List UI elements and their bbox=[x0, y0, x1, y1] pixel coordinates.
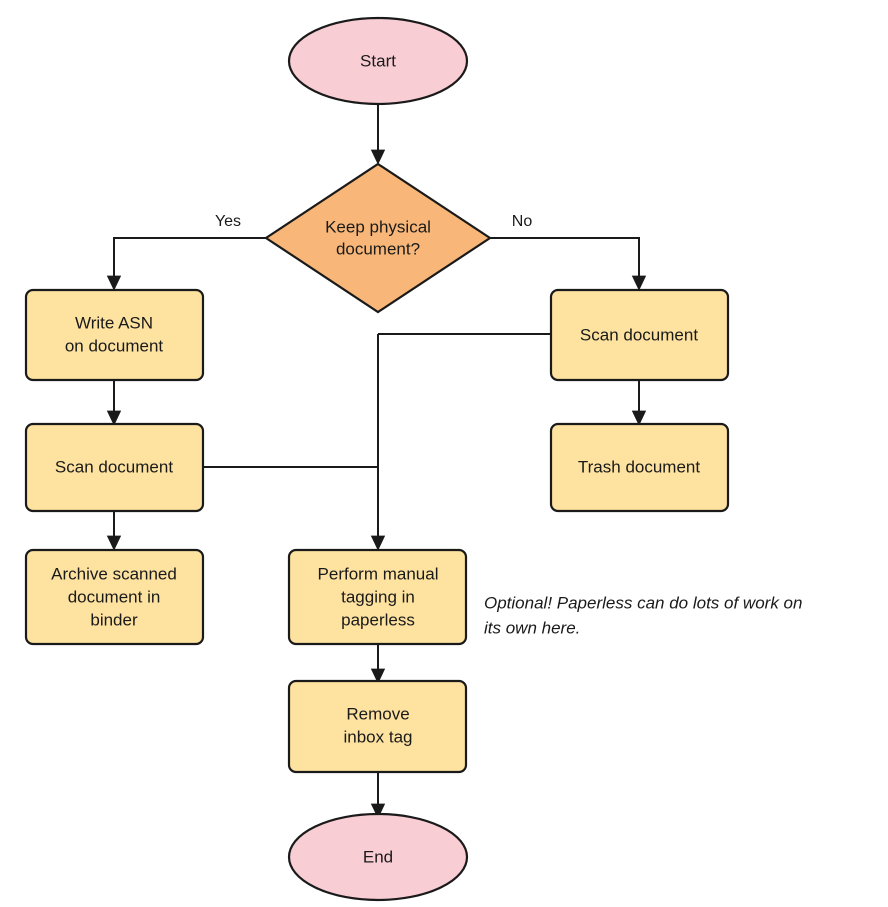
node-write-asn[interactable] bbox=[26, 290, 203, 380]
decision-label-line2: document? bbox=[335, 239, 421, 259]
write-asn-shape bbox=[26, 290, 203, 380]
note-line2: its own here. bbox=[484, 618, 581, 638]
node-decision-keep-physical-document[interactable] bbox=[266, 164, 490, 312]
remove-inbox-label-line1: Remove bbox=[346, 704, 410, 724]
node-archive-scanned-document[interactable] bbox=[26, 550, 203, 644]
tagging-label-line3: paperless bbox=[341, 610, 415, 630]
node-start[interactable] bbox=[289, 18, 467, 104]
trash-document-label: Trash document bbox=[577, 457, 701, 477]
write-asn-label-line1: Write ASN bbox=[74, 313, 154, 333]
write-asn-label-line2: on document bbox=[64, 336, 164, 356]
scan-document-right-label: Scan document bbox=[579, 325, 699, 345]
decision-label-line1: Keep physical bbox=[325, 217, 431, 237]
edge-label-no: No bbox=[511, 213, 533, 231]
archive-label-line3: binder bbox=[90, 610, 138, 630]
edge-label-yes: Yes bbox=[214, 213, 242, 231]
node-perform-manual-tagging[interactable] bbox=[289, 550, 466, 644]
start-label: Start bbox=[360, 51, 396, 71]
remove-inbox-label-line2: inbox tag bbox=[343, 727, 413, 747]
node-trash-document[interactable] bbox=[551, 424, 728, 511]
node-remove-inbox-tag[interactable] bbox=[289, 681, 466, 772]
end-label: End bbox=[362, 847, 394, 867]
node-scan-document-right[interactable] bbox=[551, 290, 728, 380]
node-end[interactable] bbox=[289, 814, 467, 900]
note-optional-paperless bbox=[484, 593, 802, 637]
decision-shape bbox=[266, 164, 490, 312]
archive-label-line2: document in bbox=[67, 587, 161, 607]
archive-label-line1: Archive scanned bbox=[51, 564, 177, 584]
tagging-label-line2: tagging in bbox=[341, 587, 415, 607]
scan-document-left-label: Scan document bbox=[54, 457, 174, 477]
node-scan-document-left[interactable] bbox=[26, 424, 203, 511]
edge-decision-no bbox=[490, 238, 639, 288]
note-line1: Optional! Paperless can do lots of work on bbox=[484, 593, 803, 613]
edge-decision-yes bbox=[114, 238, 266, 288]
tagging-label-line1: Perform manual bbox=[317, 564, 439, 584]
